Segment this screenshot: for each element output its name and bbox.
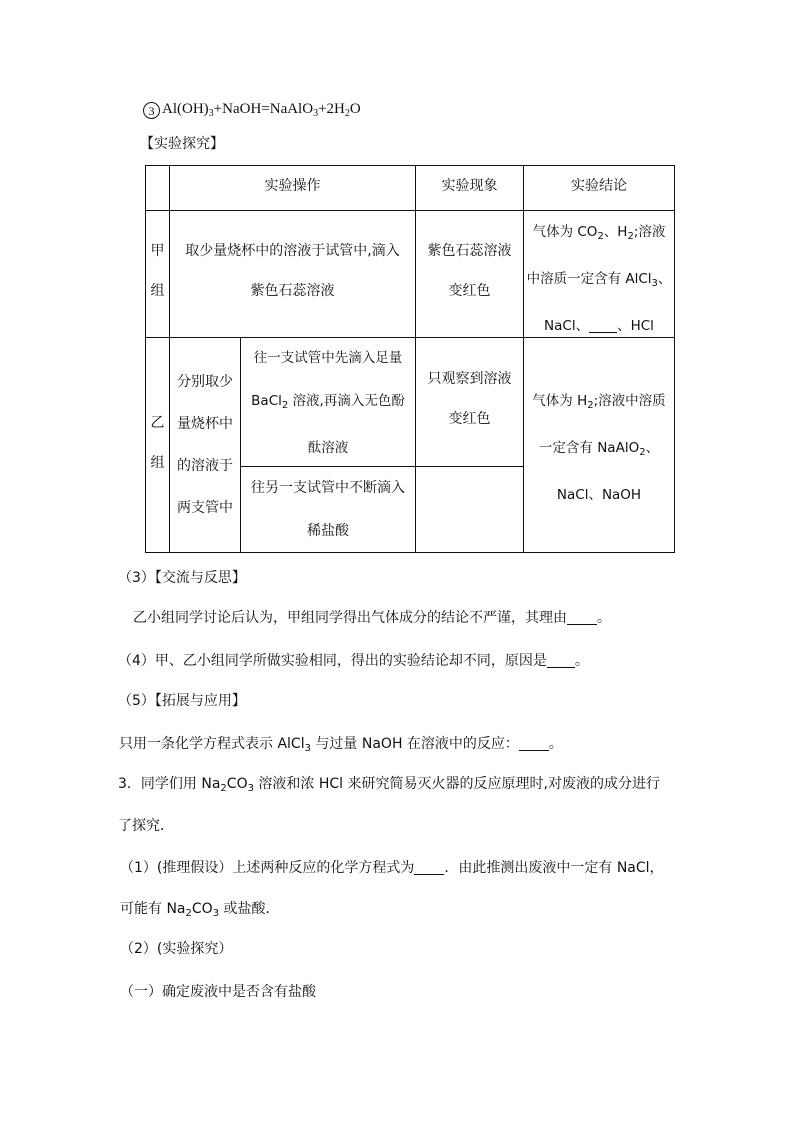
problem3-q2: （2）(实验探究） — [120, 941, 233, 957]
group2-conclusion: 气体为 $H_2$;溶液中溶质 一定含有 NaAlO$_2$、 NaCl、NaOH — [532, 393, 666, 503]
q5-title: （5）【拓展与应用】 — [118, 693, 246, 709]
answer-blank[interactable] — [519, 736, 549, 751]
header-phenomenon: 实验现象 — [441, 178, 498, 194]
header-conclusion: 实验结论 — [571, 178, 627, 194]
problem3-q1: （1）(推理假设）上述两种反应的化学方程式为 ．由此推测出废液中一定有 NaCl， — [120, 860, 664, 876]
answer-blank[interactable] — [547, 653, 575, 668]
group2-name: 乙 组 — [150, 415, 165, 471]
q3-title: （3）【交流与反思】 — [118, 570, 246, 586]
q4-body: （4）甲、乙小组同学所做实验相同，得出的实验结论却不同，原因是 。 — [118, 653, 589, 669]
group2-phenomenon: 只观察到溶液 变红色 — [427, 371, 512, 427]
group1-name: 甲 组 — [150, 243, 165, 299]
q3-body: 乙小组同学讨论后认为，甲组同学得出气体成分的结论不严谨，其理由 。 — [133, 610, 611, 626]
problem3-q2-1: （一）确定废液中是否含有盐酸 — [120, 984, 316, 1000]
group2-operation-left: 分别取少 量烧杯中 的溶液于 两支管中 — [177, 374, 233, 516]
group1-phenomenon: 紫色石蕊溶液 变红色 — [427, 243, 512, 299]
group1-operation: 取少量烧杯中的溶液于试管中,滴入 紫色石蕊溶液 — [185, 243, 400, 299]
problem3-line1: 3．同学们用 $Na_2CO_3$ 溶液和浓 HCl 来研究简易灭火器的反应原理时,对废液的成分进行 — [118, 776, 660, 794]
group2-operation-2: 往另一支试管中不断滴入 稀盐酸 — [251, 480, 405, 539]
header-operation: 实验操作 — [264, 178, 321, 194]
answer-blank[interactable] — [567, 610, 597, 625]
heading-experiment: 【实验探究】 — [140, 136, 224, 152]
problem3-line2: 了探究． — [118, 818, 174, 834]
circled-number: 3 — [143, 102, 160, 119]
equation-line: 3 $Al(OH)_3+NaOH=NaAlO_3+2H_2O$ — [143, 101, 361, 119]
experiment-table — [145, 165, 675, 553]
answer-blank[interactable] — [589, 318, 617, 333]
problem3-q1-line2: 可能有 $Na_2CO_3$ 或盐酸． — [120, 901, 280, 919]
group2-operation-1: 往一支试管中先滴入足量 BaCl$_2$ 溶液,再滴入无色酚 酞溶液 — [251, 350, 405, 456]
answer-blank[interactable] — [414, 860, 444, 875]
group1-conclusion: 气体为 $CO_2$、$H_2$;溶液 中溶质一定含有 AlCl$_3$、 NaCl、 、HCl — [526, 224, 672, 334]
q5-body: 只用一条化学方程式表示 AlCl$_3$ 与过量 NaOH 在溶液中的反应： 。 — [119, 736, 563, 754]
